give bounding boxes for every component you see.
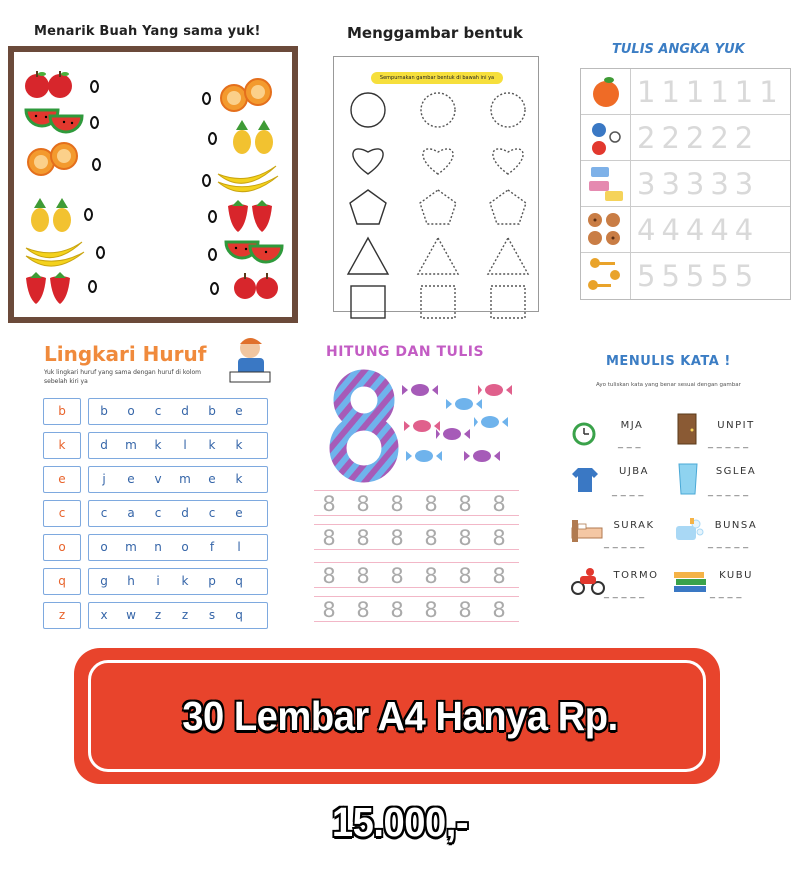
cookies-icon (581, 207, 631, 253)
shirt-icon (570, 464, 600, 494)
scrambled-word: SURAK (613, 520, 655, 531)
candy-icon (446, 398, 482, 410)
letter-choice[interactable]: c (208, 506, 216, 520)
trace-digit: 8 (492, 492, 506, 516)
watermelon-icon (24, 106, 88, 138)
letter-choice[interactable]: k (154, 438, 162, 452)
trace-row[interactable] (314, 562, 519, 588)
matching-fruits-worksheet (8, 20, 298, 325)
pentagon-shapes (350, 190, 526, 224)
alarm-clock-icon (570, 418, 598, 448)
target-letter: e (43, 466, 81, 493)
words-instruction: Ayo tuliskan kata yang benar sesuai dengan gambar (596, 382, 741, 388)
answer-blank[interactable]: _ _ _ _ _ (708, 438, 749, 449)
letter-choice[interactable]: e (208, 472, 216, 486)
trace-digit: 8 (424, 564, 438, 588)
strawberry-icon (226, 198, 280, 234)
match-dot[interactable] (92, 158, 101, 171)
trace-digit: 8 (424, 492, 438, 516)
trace-row[interactable] (314, 596, 519, 622)
trace-digit: 8 (492, 598, 506, 622)
match-dot[interactable] (90, 116, 99, 129)
banana-icon (214, 160, 284, 194)
match-dot[interactable] (202, 174, 211, 187)
letter-choice[interactable]: d (181, 506, 189, 520)
letter-choice[interactable]: o (181, 540, 189, 554)
target-letter: c (43, 500, 81, 527)
letter-choice[interactable]: z (154, 608, 162, 622)
letter-choice[interactable]: b (208, 404, 216, 418)
numbers-grid (580, 68, 791, 300)
letter-choice[interactable]: z (181, 608, 189, 622)
letter-choice[interactable]: l (237, 540, 241, 554)
trace-digit: 8 (458, 492, 472, 516)
letter-choice[interactable]: w (126, 608, 136, 622)
scrambled-word: SGLEA (715, 466, 757, 477)
matching-title: Menarik Buah Yang sama yuk! (34, 24, 261, 39)
scrambled-word: BUNSA (714, 520, 758, 531)
number-row (581, 253, 790, 299)
number-row (581, 161, 790, 207)
number-row (581, 207, 790, 253)
letter-choice[interactable]: m (125, 438, 137, 452)
pineapple-icon (228, 118, 278, 156)
reading-child-icon (228, 332, 276, 386)
answer-blank[interactable]: _ _ _ _ _ (708, 486, 749, 497)
target-letter: k (43, 432, 81, 459)
letter-choice[interactable]: c (154, 506, 162, 520)
trace-digit: 8 (390, 492, 404, 516)
answer-blank[interactable]: _ _ _ _ (710, 588, 742, 599)
glass-icon (676, 462, 700, 496)
letter-choice[interactable]: p (208, 574, 216, 588)
strawberry-icon (24, 270, 80, 306)
count-and-write-worksheet (310, 340, 530, 630)
scrambled-word: UNPIT (717, 420, 755, 431)
target-letter: b (43, 398, 81, 425)
trace-row[interactable] (314, 490, 519, 516)
answer-blank[interactable]: _ _ _ (618, 438, 641, 449)
letter-choice[interactable]: k (208, 438, 216, 452)
trace-digit: 8 (424, 598, 438, 622)
candy-icon (478, 384, 512, 396)
trace-digit: 8 (458, 526, 472, 550)
letter-choice[interactable]: k (235, 438, 243, 452)
trace-digit: 8 (322, 526, 336, 550)
words-title: MENULIS KATA ! (606, 354, 731, 369)
soap-icon (674, 516, 704, 544)
write-words-worksheet (560, 340, 790, 600)
target-letter: o (43, 534, 81, 561)
books-icon (672, 568, 708, 596)
letter-choice[interactable]: k (181, 574, 189, 588)
letters-title: Lingkari Huruf (44, 342, 207, 366)
shapes-worksheet (333, 20, 543, 315)
answer-blank[interactable]: _ _ _ _ _ (604, 538, 645, 549)
scrambled-word: KUBU (719, 570, 753, 581)
trace-digit: 8 (356, 598, 370, 622)
banana-icon (22, 234, 90, 268)
shapes-instruction: Sempurnakan gambar bentuk di bawah ini ya (371, 72, 503, 84)
letter-choice[interactable]: v (154, 472, 162, 486)
erasers-icon (581, 161, 631, 207)
letter-choice[interactable]: a (127, 506, 135, 520)
answer-blank[interactable]: _ _ _ _ (612, 486, 644, 497)
trace-digits[interactable]: 33333 (637, 167, 760, 201)
match-dot[interactable] (210, 282, 219, 295)
letter-choice[interactable]: k (235, 472, 243, 486)
letters-instruction: Yuk lingkari huruf yang sama dengan huruf di kolom sebelah kiri ya (44, 369, 201, 385)
trace-row[interactable] (314, 524, 519, 550)
letter-choice[interactable]: e (127, 472, 135, 486)
circle-letters-worksheet (38, 330, 278, 630)
write-numbers-worksheet (578, 40, 793, 302)
trace-digit: 8 (390, 598, 404, 622)
scrambled-word: UJBA (619, 466, 649, 477)
letter-choice[interactable]: f (209, 540, 215, 554)
orange-icon (26, 140, 84, 180)
letter-choice[interactable]: d (100, 438, 108, 452)
trace-digit: 8 (492, 564, 506, 588)
letter-choice[interactable]: c (154, 404, 162, 418)
big-number-eight (328, 372, 400, 480)
trace-digit: 8 (390, 564, 404, 588)
letter-choice[interactable]: m (179, 472, 191, 486)
number-row (581, 69, 790, 115)
match-dot[interactable] (90, 80, 99, 93)
watermelon-icon (224, 238, 286, 268)
trace-digit: 8 (322, 564, 336, 588)
match-dot[interactable] (208, 210, 217, 223)
target-letter: z (43, 602, 81, 629)
orange-icon (581, 69, 631, 115)
trace-digit: 8 (356, 526, 370, 550)
letter-choice[interactable]: b (100, 404, 108, 418)
letter-choice[interactable]: l (183, 438, 187, 452)
triangle-shapes (348, 238, 528, 274)
price-banner-border (88, 660, 706, 845)
candy-icon (474, 416, 508, 428)
target-letter: q (43, 568, 81, 595)
heart-shapes (353, 149, 523, 174)
match-dot[interactable] (208, 132, 217, 145)
letter-choice[interactable]: x (100, 608, 108, 622)
trace-digit: 8 (458, 564, 472, 588)
scrambled-word: MJA (620, 420, 644, 431)
letter-choice[interactable]: d (181, 404, 189, 418)
door-icon (676, 412, 698, 446)
motorbike-icon (570, 566, 606, 596)
trace-digit: 8 (458, 598, 472, 622)
circle-shapes (351, 93, 525, 127)
candy-icon (464, 450, 500, 462)
trace-digits[interactable]: 111111 (637, 75, 784, 109)
letter-choice[interactable]: i (156, 574, 160, 588)
apple-icon (22, 70, 82, 100)
letter-choice[interactable]: o (100, 540, 108, 554)
answer-blank[interactable]: _ _ _ _ _ (604, 588, 645, 599)
candy-icon (406, 450, 442, 462)
candy-group (402, 380, 514, 468)
candy-icon (404, 420, 440, 432)
scrambled-word: TORMO (613, 570, 659, 581)
answer-blank[interactable]: _ _ _ _ _ (708, 538, 749, 549)
shapes-title: Menggambar bentuk (347, 24, 523, 42)
letter-choice[interactable]: o (127, 404, 135, 418)
orange-icon (218, 74, 278, 116)
trace-digit: 8 (322, 492, 336, 516)
bed-icon (570, 516, 604, 544)
match-dot[interactable] (84, 208, 93, 221)
numbers-title: TULIS ANGKA YUK (612, 42, 745, 57)
price-banner (74, 648, 720, 845)
number-row (581, 115, 790, 161)
match-dot[interactable] (96, 246, 105, 259)
letter-choice[interactable]: j (102, 472, 106, 486)
letter-choice[interactable]: h (127, 574, 135, 588)
match-dot[interactable] (208, 248, 217, 261)
price-banner-text: 30 Lembar A4 Hanya Rp. 15.000,- (182, 693, 618, 845)
trace-digit: 8 (492, 526, 506, 550)
trace-digits[interactable]: 44444 (637, 213, 760, 247)
keys-icon (581, 253, 631, 299)
count-title: HITUNG DAN TULIS (326, 344, 485, 360)
match-dot[interactable] (88, 280, 97, 293)
letter-choice[interactable]: c (100, 506, 108, 520)
letter-choice[interactable]: s (208, 608, 216, 622)
pineapple-icon (26, 196, 78, 234)
trace-digit: 8 (356, 492, 370, 516)
candy-icon (436, 428, 470, 440)
trace-digit: 8 (390, 526, 404, 550)
letter-choice[interactable]: e (235, 506, 243, 520)
candy-icon (402, 384, 438, 396)
letter-choice[interactable]: n (154, 540, 162, 554)
trace-digits[interactable]: 55555 (637, 259, 760, 293)
letter-choice[interactable]: g (100, 574, 108, 588)
shapes-grid (333, 84, 543, 314)
square-shapes (351, 286, 525, 318)
apple-icon (232, 272, 288, 302)
letter-choice[interactable]: q (235, 574, 243, 588)
trace-digits[interactable]: 22222 (637, 121, 760, 155)
letter-choice[interactable]: m (125, 540, 137, 554)
trace-digit: 8 (322, 598, 336, 622)
letter-choice[interactable]: q (235, 608, 243, 622)
match-dot[interactable] (202, 92, 211, 105)
toy-icon (581, 115, 631, 161)
letter-choice[interactable]: e (235, 404, 243, 418)
trace-digit: 8 (424, 526, 438, 550)
trace-digit: 8 (356, 564, 370, 588)
